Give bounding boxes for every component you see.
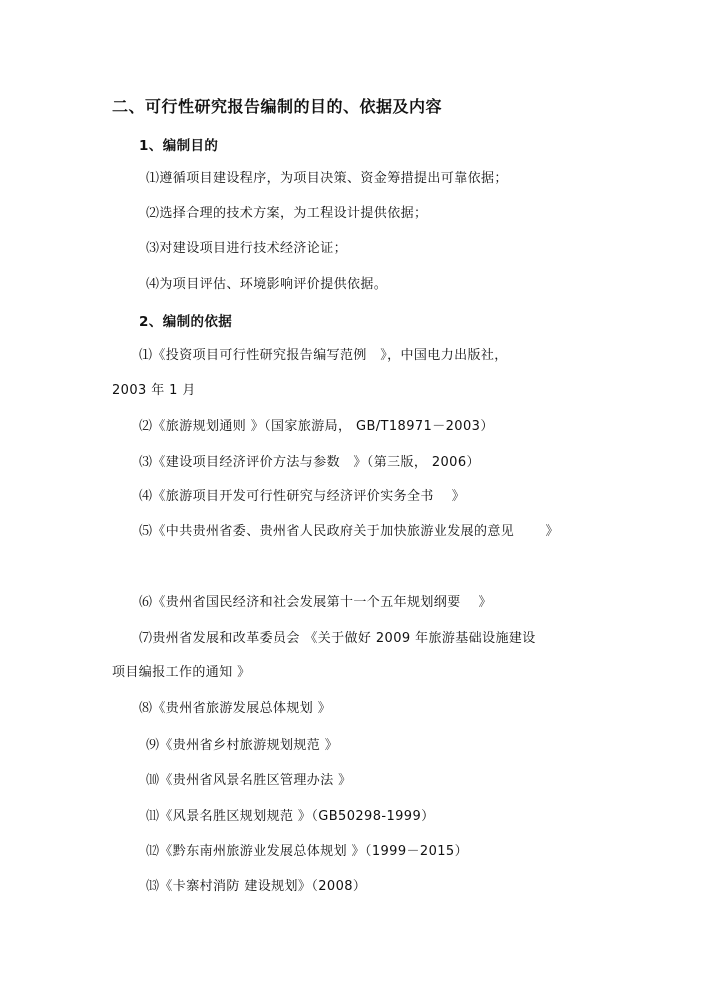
basis-item: ⒀《卡寨村消防 建设规划》（2008）	[146, 879, 367, 894]
purpose-item: ⑶对建设项目进行技术经济论证；	[146, 241, 348, 256]
basis-item: ⑴《投资项目可行性研究报告编写范例 》，中国电力出版社，	[139, 348, 508, 363]
basis-item: ⑿《黔东南州旅游业发展总体规划 》（1999－2015）	[146, 844, 469, 859]
basis-item: ⑻《贵州省旅游发展总体规划 》	[139, 701, 332, 716]
basis-item: ⑹《贵州省国民经济和社会发展第十一个五年规划纲要 》	[139, 595, 492, 610]
section-heading: 二、可行性研究报告编制的目的、依据及内容	[112, 97, 443, 116]
purpose-item: ⑵选择合理的技术方案，为工程设计提供依据；	[146, 206, 428, 221]
basis-item: ⑾《风景名胜区规划规范 》（GB50298-1999）	[146, 809, 435, 824]
basis-item: ⑸《中共贵州省委、贵州省人民政府关于加快旅游业发展的意见 》	[139, 524, 559, 539]
basis-item: ⑽《贵州省风景名胜区管理办法 》	[146, 773, 352, 788]
basis-item: ⑷《旅游项目开发可行性研究与经济评价实务全书 》	[139, 489, 466, 504]
basis-item-continuation: 2003 年 1 月	[112, 383, 196, 398]
purpose-item: ⑴遵循项目建设程序，为项目决策、资金筹措提出可靠依据；	[146, 171, 508, 186]
subsection-title-basis: 2、编制的依据	[139, 314, 233, 330]
basis-item: ⑼《贵州省乡村旅游规划规范 》	[146, 738, 339, 753]
basis-item-continuation: 项目编报工作的通知 》	[112, 665, 251, 680]
basis-item: ⑵《旅游规划通则 》（国家旅游局， GB/T18971－2003）	[139, 419, 494, 434]
subsection-title-purpose: 1、编制目的	[139, 138, 219, 154]
basis-item: ⑶《建设项目经济评价方法与参数 》（第三版， 2006）	[139, 455, 480, 470]
purpose-item: ⑷为项目评估、环境影响评价提供依据。	[146, 277, 388, 292]
basis-item: ⑺贵州省发展和改革委员会 《关于做好 2009 年旅游基础设施建设	[139, 631, 536, 646]
